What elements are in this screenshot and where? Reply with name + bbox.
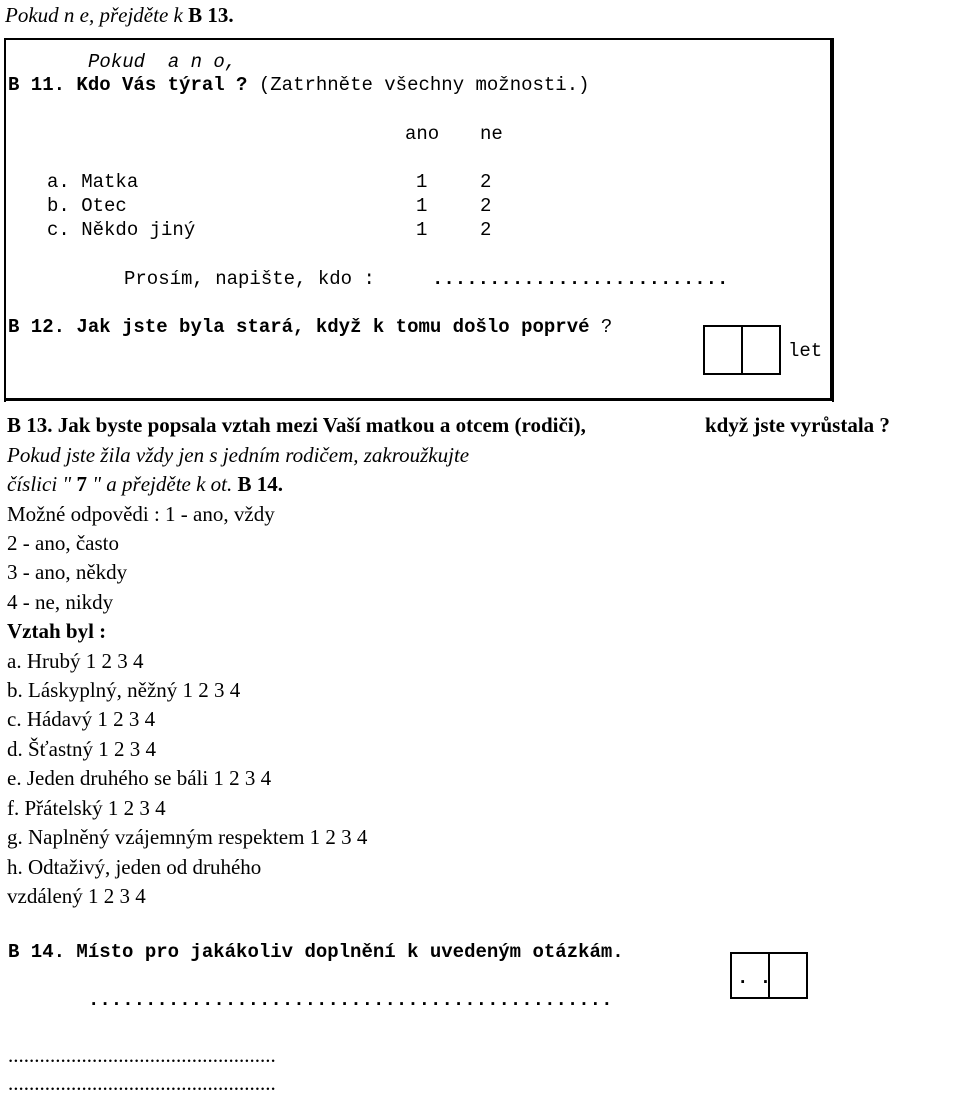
b13-instruction-line1: Pokud jste žila vždy jen s jedním rodičem, zakroužkujte	[7, 443, 470, 467]
b14-question: B 14. Místo pro jakákoliv doplnění k uvedeným otázkám.	[8, 941, 624, 963]
age-digit-box-1[interactable]	[703, 325, 743, 375]
instr-target: B 14.	[232, 472, 284, 496]
instr-text-b: " a přejděte k ot.	[92, 472, 233, 496]
row-label: b. Otec	[47, 195, 127, 217]
intro-target: B 13.	[188, 3, 234, 27]
instr-text-a: číslici "	[7, 472, 72, 496]
b12-question	[8, 315, 612, 339]
relationship-item[interactable]: f. Přátelský 1 2 3 4	[7, 796, 166, 820]
prosim-napiste-label: Prosím, napište, kdo :	[124, 268, 375, 290]
relationship-item[interactable]: b. Láskyplný, něžný 1 2 3 4	[7, 678, 241, 702]
relationship-item[interactable]: vzdálený 1 2 3 4	[7, 884, 146, 908]
b11-number: B 11.	[8, 74, 66, 96]
col-header-ne: ne	[480, 123, 503, 145]
row-ano-value[interactable]: 1	[416, 219, 428, 241]
b12-text: Jak jste byla stará, když k tomu došlo poprvé	[76, 316, 590, 338]
instr-number-7: 7	[71, 472, 93, 496]
answer-option: 2 - ano, často	[7, 531, 119, 555]
b12-number: B 12.	[8, 316, 66, 338]
age-digit-box-2[interactable]	[741, 325, 781, 375]
let-unit-label: let	[788, 340, 823, 362]
relationship-item[interactable]: g. Naplněný vzájemným respektem 1 2 3 4	[7, 825, 368, 849]
frame-right-edge	[830, 38, 833, 400]
b14-answer-line-3[interactable]: ...................................................	[8, 1071, 276, 1095]
intro-prefix: Pokud n e, přejděte k	[5, 3, 189, 27]
b13-question-tail: když jste vyrůstala ?	[705, 413, 890, 437]
row-ano-value[interactable]: 1	[416, 171, 428, 193]
b11-text: Kdo Vás týral ?	[76, 74, 248, 96]
frame-bottom-edge	[4, 398, 834, 401]
row-ano-value[interactable]: 1	[416, 195, 428, 217]
b11-question	[8, 73, 590, 97]
b14-answer-line-1[interactable]: ..............................................	[88, 989, 613, 1011]
relationship-item[interactable]: h. Odtaživý, jeden od druhého	[7, 855, 262, 879]
relationship-item[interactable]: a. Hrubý 1 2 3 4	[7, 649, 144, 673]
row-ne-value[interactable]: 2	[480, 171, 492, 193]
answers-intro: Možné odpovědi : 1 - ano, vždy	[7, 502, 275, 526]
b14-answer-line-2[interactable]: ...................................................	[8, 1043, 276, 1067]
row-label: a. Matka	[47, 171, 139, 193]
relationship-item[interactable]: c. Hádavý 1 2 3 4	[7, 707, 156, 731]
vztah-byl-label: Vztah byl :	[7, 619, 107, 643]
relationship-item[interactable]: d. Šťastný 1 2 3 4	[7, 737, 156, 761]
answer-option: 4 - ne, nikdy	[7, 590, 114, 614]
answer-option: 3 - ano, někdy	[7, 560, 128, 584]
b13-instruction-line2	[7, 470, 283, 499]
b14-box-text: . .	[737, 967, 772, 989]
col-header-ano: ano	[405, 123, 440, 145]
b12-qmark: ?	[600, 316, 613, 338]
intro-line	[5, 1, 234, 30]
b14-box-right[interactable]	[768, 952, 808, 999]
pokud-ano-label: Pokud a n o,	[88, 51, 237, 73]
row-ne-value[interactable]: 2	[480, 195, 492, 217]
row-label: c. Někdo jiný	[47, 219, 196, 241]
relationship-item[interactable]: e. Jeden druhého se báli 1 2 3 4	[7, 766, 272, 790]
b13-question: B 13. Jak byste popsala vztah mezi Vaší matkou a otcem (rodiči),	[7, 413, 586, 437]
row-ne-value[interactable]: 2	[480, 219, 492, 241]
prosim-answer-field[interactable]: ..........................	[432, 268, 729, 290]
b11-note: (Zatrhněte všechny možnosti.)	[258, 74, 590, 96]
